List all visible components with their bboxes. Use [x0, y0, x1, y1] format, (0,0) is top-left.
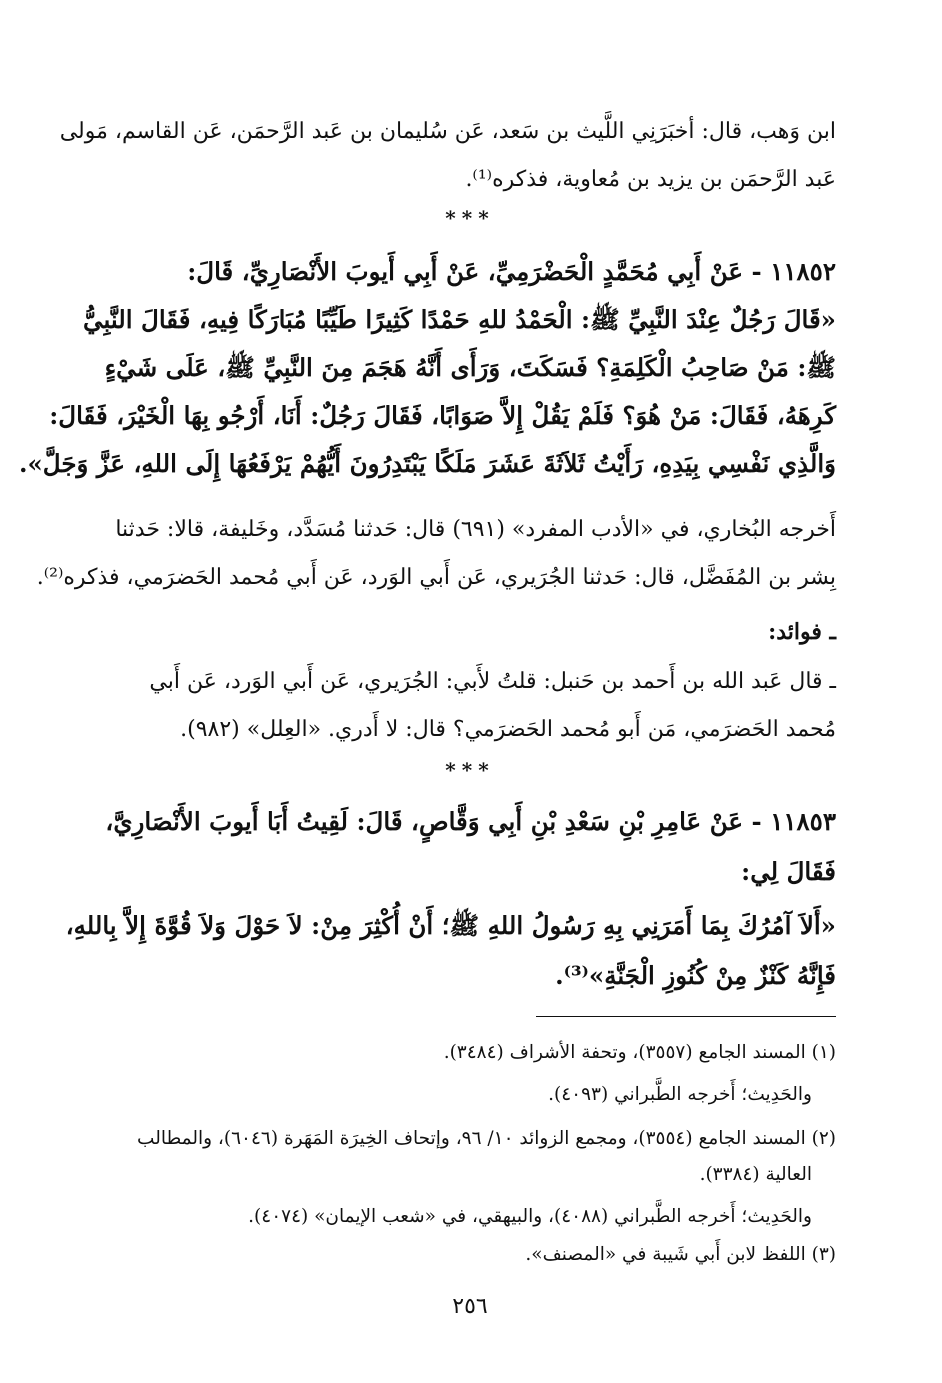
- hadith-1853-line-4: فَإِنَّهُ كَنْزٌ مِنْ كُنُوزِ الْجَنَّةِ»⁽³⁾.: [555, 961, 836, 990]
- footnote-1-cont: والحَدِيث؛ أَخرجه الطَّبراني (٤٠٩٣).: [548, 1084, 812, 1105]
- fawaid-line-1: ـ قال عَبد الله بن أَحمد بن حَنبل: قلتُ لأَبي: الجُرَيري، عَن أَبي الوَرد، عَن أَبي: [149, 669, 836, 694]
- takhrij-1852-line-2: بِشر بن المُفَضَّل، قال: حَدثنا الجُرَيري، عَن أَبي الوَرد، عَن أَبي مُحمد الحَضرَمي، فذكره⁽²⁾.: [36, 565, 836, 590]
- intro-line-2: عَبد الرَّحمَن بن يزيد بن مُعاوية، فذكره⁽¹⁾.: [465, 167, 836, 192]
- book-page: [18, 112, 836, 1332]
- hadith-1853-line-3: «أَلاَ آمُرُكَ بِمَا أَمَرَنِي بِهِ رَسُولُ اللهِ ﷺ؛ أَنْ أُكْثِرَ مِنْ: لاَ حَوْلَ وَلاَ قُوَّةَ إِلاَّ بِاللهِ،: [65, 911, 836, 940]
- intro-line-1: ابن وَهب، قال: أخبَرَنِي اللَّيث بن سَعد، عَن سُليمان بن عَبد الرَّحمَن، عَن القاسم، مَولى: [59, 119, 836, 144]
- fawaid-heading: ـ فوائد:: [768, 619, 836, 645]
- footnote-1: (١) المسند الجامع (٣٥٥٧)، وتحفة الأشراف (٣٤٨٤).: [443, 1042, 836, 1063]
- fawaid-line-2: مُحمد الحَضرَمي، مَن أَبو مُحمد الحَضرَمي؟ قال: لا أَدري. «العِلل» (٩٨٢).: [180, 717, 836, 742]
- hadith-1852-header: ١١٨٥٢ - عَنْ أَبِي مُحَمَّدٍ الْحَضْرَمِيِّ، عَنْ أَبِي أَيوبَ الأَنْصَارِيِّ، قَالَ:: [187, 257, 836, 286]
- hadith-1852-line-4: كَرِهَهُ، فَقَالَ: مَنْ هُوَ؟ فَلَمْ يَقُلْ إِلاَّ صَوَابًا، فَقَالَ رَجُلٌ: أَنَا، أَرْجُو بِهَا الْخَيْرَ، فَقَالَ:: [49, 401, 836, 430]
- takhrij-1852-line-1: أَخرجه البُخاري، في «الأدب المفرد» (٦٩١) قال: حَدثنا مُسَدَّد، وخَليفة، قالا: حَدثنا: [115, 517, 836, 542]
- footnote-2-cont: العالية (٣٣٨٤).: [699, 1164, 812, 1185]
- footnote-rule: [536, 1016, 836, 1017]
- hadith-1852-line-2: «قَالَ رَجُلٌ عِنْدَ النَّبِيِّ ﷺ: الْحَمْدُ للهِ حَمْدًا كَثِيرًا طَيِّبًا مُبَارَكًا فِيهِ، فَقَالَ النَّبِيُّ: [83, 305, 836, 334]
- section-separator: ***: [445, 206, 495, 230]
- section-separator-2: ***: [445, 758, 495, 782]
- hadith-1852-line-3: ﷺ: مَنْ صَاحِبُ الْكَلِمَةِ؟ فَسَكَتَ، وَرَأَى أَنَّهُ هَجَمَ مِنَ النَّبِيِّ ﷺ، عَلَى شَيْءٍ: [104, 353, 836, 382]
- hadith-1853-header: ١١٨٥٣ - عَنْ عَامِرِ بْنِ سَعْدِ بْنِ أَبِي وَقَّاصٍ، قَالَ: لَقِيتُ أَبَا أَيوبَ الأَنْصَارِيَّ،: [105, 807, 836, 836]
- page-number: ٢٥٦: [452, 1294, 488, 1319]
- footnote-3: (٣) اللفظ لابن أَبي شَيبة في «المصنف».: [525, 1244, 836, 1265]
- footnote-2: (٢) المسند الجامع (٣٥٥٤)، ومجمع الزوائد ١٠/ ٩٦، وإتحاف الخِيرَة المَهَرة (٦٠٤٦)، والمطالب: [137, 1128, 836, 1149]
- hadith-1853-line-2: فَقَالَ لِي:: [741, 857, 836, 886]
- hadith-1852-line-5: وَالَّذِي نَفْسِي بِيَدِهِ، رَأَيْتُ ثَلاَثَةَ عَشَرَ مَلَكًا يَبْتَدِرُونَ أَيُّهُمْ يَرْفَعُهَا إِلَى اللهِ، عَزَّ وَجَلَّ».: [18, 449, 836, 478]
- footnote-2-hadith: والحَدِيث؛ أَخرجه الطَّبراني (٤٠٨٨)، والبيهقي، في «شعب الإيمان» (٤٠٧٤).: [248, 1206, 812, 1227]
